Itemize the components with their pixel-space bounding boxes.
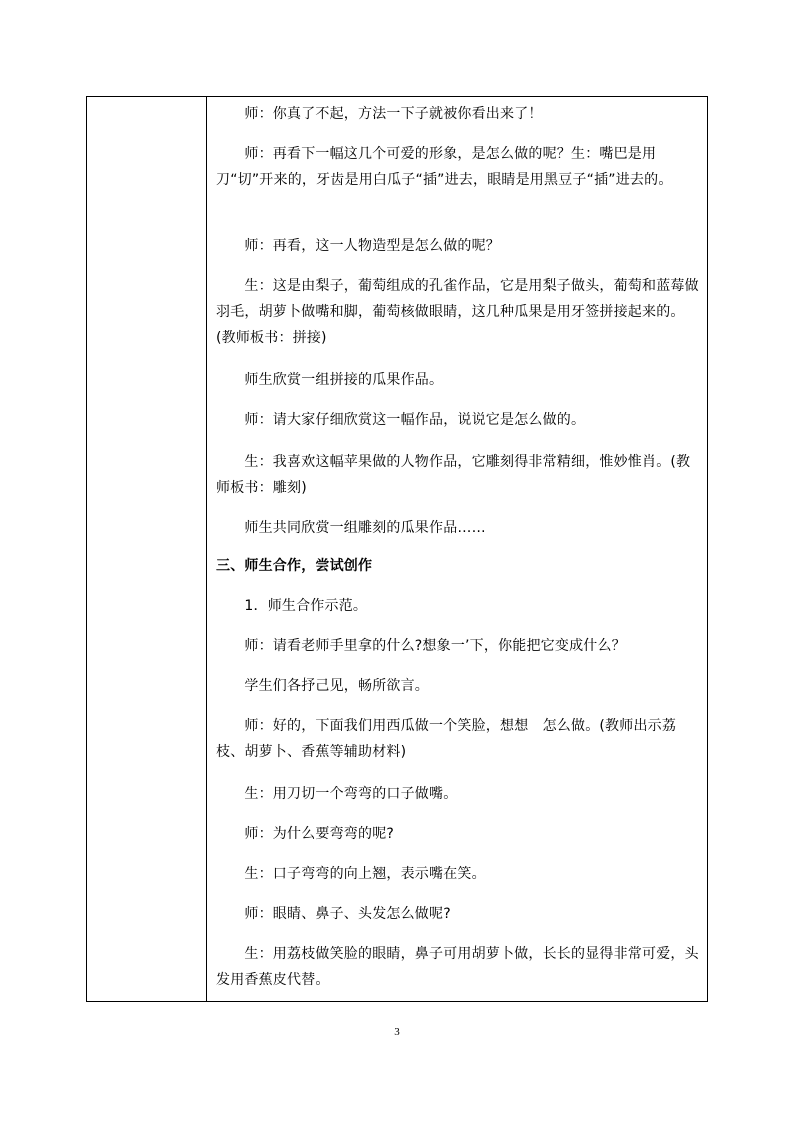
paragraph-carving-answer: 生：我喜欢这幅苹果做的人物作品，它雕刻得非常精细，惟妙惟肖。(教师板书：雕刻) [216, 454, 691, 496]
paragraph-watermelon-smile: 师：好的，下面我们用西瓜做一个笑脸，想想 怎么做。(教师出示荔枝、胡萝卜、香蕉等辅助材料) [216, 718, 677, 760]
paragraph-eyes-question: 师：眼睛、鼻子、头发怎么做呢? [216, 906, 451, 922]
paragraph-cute-image: 师：再看下一幅这几个可爱的形象，是怎么做的呢？生：嘴巴是用刀“切”开来的，牙齿是用白瓜子“插”进去，眼睛是用黑豆子“插”进去的。 [216, 146, 673, 188]
paragraph-imagine-question: 师：请看老师手里拿的什么?想象一’下，你能把它变成什么？ [216, 638, 626, 654]
paragraph-cut-mouth: 生：用刀切一个弯弯的口子做嘴。 [216, 786, 458, 802]
paragraph-curved-smile: 生：口子弯弯的向上翘，表示嘴在笑。 [216, 866, 486, 882]
paragraph-carving-works: 师生共同欣赏一组雕刻的瓜果作品…… [216, 520, 486, 536]
paragraph-teacher-praise: 师：你真了不起，方法一下子就被你看出来了！ [216, 106, 543, 122]
paragraph-peacock-answer: 生：这是由梨子，葡萄组成的孔雀作品，它是用梨子做头，葡萄和蓝莓做羽毛，胡萝卜做嘴和脚，葡萄核做眼睛，这几种瓜果是用牙签拼接起来的。 (教师板书：拼接) [216, 278, 699, 346]
paragraph-splice-works: 师生欣赏一组拼接的瓜果作品。 [216, 372, 444, 388]
paragraph-demo-title: 1．师生合作示范。 [216, 598, 368, 614]
section-heading-cooperate: 三、师生合作，尝试创作 [216, 558, 373, 574]
lesson-table [86, 96, 708, 1002]
table-content-cell [208, 97, 707, 1001]
paragraph-appreciate-question: 师：请大家仔细欣赏这一幅作品，说说它是怎么做的。 [216, 412, 586, 428]
table-left-cell [87, 97, 207, 1001]
paragraph-lychee-answer: 生：用荔枝做笑脸的眼睛，鼻子可用胡萝卜做，长长的显得非常可爱，头发用香蕉皮代替。 [216, 946, 699, 988]
page-number: 3 [394, 1026, 400, 1038]
paragraph-students-speak: 学生们各抒己见，畅所欲言。 [216, 678, 429, 694]
paragraph-figure-question: 师：再看，这一人物造型是怎么做的呢？ [216, 238, 500, 254]
paragraph-why-curved: 师：为什么要弯弯的呢? [216, 826, 395, 842]
